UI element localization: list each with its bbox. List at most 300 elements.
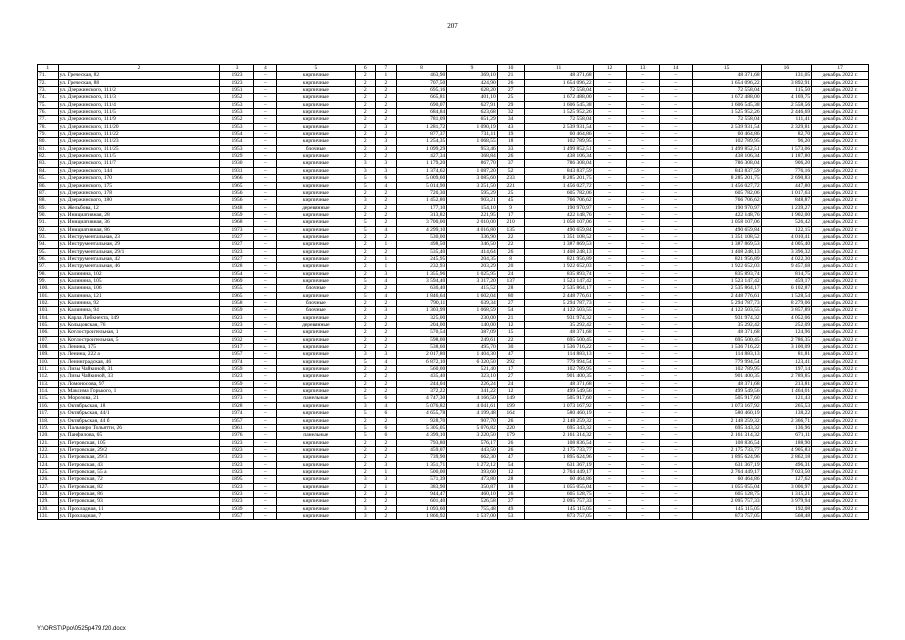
table-cell: 623,68 — [447, 109, 498, 116]
table-cell: 22 — [497, 336, 524, 343]
table-cell: ул. Инструментальная, 29 — [58, 241, 220, 248]
table-cell: декабрь 2022 г. — [812, 322, 869, 329]
table-cell: ул. Котлостроительная, 5 — [58, 336, 220, 343]
table-cell: 3 — [376, 461, 397, 468]
table-cell: – — [626, 358, 659, 365]
table-cell: 1966 — [220, 175, 254, 182]
table-cell: – — [626, 300, 659, 307]
table-cell: – — [593, 358, 626, 365]
table-cell: – — [254, 351, 277, 358]
table-cell: кирпичные — [277, 417, 355, 424]
table-cell: 1 866,92 — [396, 512, 447, 519]
table-cell: – — [593, 292, 626, 299]
table-cell: – — [593, 241, 626, 248]
table-cell: 1932 — [220, 336, 254, 343]
table-cell: декабрь 2022 г. — [812, 94, 869, 101]
table-cell: декабрь 2022 г. — [812, 219, 869, 226]
table-cell: 2 — [355, 79, 376, 86]
table-cell: декабрь 2022 г. — [812, 505, 869, 512]
table-cell: ул. Греческая, 82 — [58, 72, 220, 79]
table-cell: 1 523 147,42 — [692, 277, 761, 284]
table-cell: кирпичные — [277, 131, 355, 138]
table-cell: 793,80 — [396, 439, 447, 446]
table-cell: кирпичные — [277, 498, 355, 505]
table-cell: 2 — [355, 189, 376, 196]
table-cell: – — [659, 380, 692, 387]
table-cell: 93. — [38, 233, 59, 240]
table-cell: 6 — [376, 424, 397, 431]
table-cell: панельные — [277, 432, 355, 439]
table-cell: 1959 — [220, 211, 254, 218]
table-cell: кирпичные — [277, 277, 355, 284]
table-cell: 1 602,04 — [447, 292, 498, 299]
table-cell: ул. Петровская, 105 — [58, 439, 220, 446]
table-cell: 835 893,74 — [692, 270, 761, 277]
table-cell: – — [659, 461, 692, 468]
table-cell: 755,48 — [447, 505, 498, 512]
table-cell: декабрь 2022 г. — [812, 189, 869, 196]
table-cell: 2 764 449,17 — [524, 468, 593, 475]
table-row — [38, 373, 869, 380]
table-row — [38, 241, 869, 248]
table-cell: – — [626, 336, 659, 343]
table-cell: 2 — [355, 211, 376, 218]
table-cell: 102 789,95 — [524, 366, 593, 373]
table-row — [38, 285, 869, 292]
table-cell: – — [626, 490, 659, 497]
table-row — [38, 300, 869, 307]
table-cell: – — [593, 167, 626, 174]
table-cell: 48 371,68 — [524, 72, 593, 79]
table-cell: 1927 — [220, 255, 254, 262]
table-cell: ул. Петровская, 82 — [58, 483, 220, 490]
table-cell: декабрь 2022 г. — [812, 263, 869, 270]
table-cell: 197,14 — [761, 366, 812, 373]
table-cell: ул. Ломоносова, 97 — [58, 380, 220, 387]
table-cell: 2 448 776,61 — [524, 292, 593, 299]
table-cell: 136,96 — [761, 424, 812, 431]
table-cell: 77. — [38, 116, 59, 123]
table-cell: 526,58 — [447, 498, 498, 505]
table-cell: 115,50 — [761, 87, 812, 94]
table-cell: декабрь 2022 г. — [812, 410, 869, 417]
table-cell: 2 — [376, 211, 397, 218]
table-cell: 1954 — [220, 131, 254, 138]
table-cell: 901 400,35 — [524, 373, 593, 380]
table-cell: 2 175 733,77 — [692, 446, 761, 453]
table-cell: 2 — [355, 454, 376, 461]
table-cell: 6 — [376, 175, 397, 182]
table-cell: 1923 — [220, 498, 254, 505]
table-cell: декабрь 2022 г. — [812, 79, 869, 86]
table-cell: 2 — [355, 204, 376, 211]
table-cell: 1 087,20 — [447, 167, 498, 174]
table-cell: 22 — [497, 233, 524, 240]
table-cell: – — [593, 277, 626, 284]
table-cell: – — [626, 307, 659, 314]
table-cell: – — [659, 476, 692, 483]
table-cell: 115. — [38, 395, 59, 402]
table-cell: 2 — [355, 336, 376, 343]
table-cell: 1 — [376, 241, 397, 248]
table-cell: – — [659, 175, 692, 182]
table-cell: 570,54 — [396, 329, 447, 336]
table-cell: 1923 — [220, 468, 254, 475]
table-cell: – — [626, 270, 659, 277]
table-cell: 5 — [355, 292, 376, 299]
table-cell: – — [626, 233, 659, 240]
table-cell: 1 055 055,04 — [692, 483, 761, 490]
table-cell: – — [254, 432, 277, 439]
table-cell: 1 073 167,92 — [524, 402, 593, 409]
table-cell: 690,07 — [396, 101, 447, 108]
table-row — [38, 322, 869, 329]
table-cell: 1 272,12 — [447, 461, 498, 468]
table-cell: – — [659, 322, 692, 329]
table-cell: 662,30 — [447, 454, 498, 461]
table-cell: 1929 — [220, 153, 254, 160]
table-cell: 1 536 716,22 — [524, 344, 593, 351]
table-cell: 1 254,35 — [396, 138, 447, 145]
table-cell: 3 — [376, 160, 397, 167]
table-cell: кирпичные — [277, 270, 355, 277]
table-cell: – — [626, 454, 659, 461]
table-cell: 102 789,95 — [524, 138, 593, 145]
table-cell: кирпичные — [277, 116, 355, 123]
table-cell: 2 446,69 — [761, 109, 812, 116]
table-cell: 90. — [38, 211, 59, 218]
table-cell: – — [626, 373, 659, 380]
table-cell: 154,10 — [447, 204, 498, 211]
table-cell: 1954 — [220, 138, 254, 145]
table-cell: 1923 — [220, 483, 254, 490]
table-cell: – — [593, 123, 626, 130]
table-cell: кирпичные — [277, 182, 355, 189]
table-cell: 2 — [355, 468, 376, 475]
table-cell: 1923 — [220, 439, 254, 446]
table-cell: 867,70 — [447, 160, 498, 167]
column-number: 7 — [376, 65, 397, 72]
table-cell: 387,09 — [447, 329, 498, 336]
table-cell: – — [254, 72, 277, 79]
table-cell: 123. — [38, 454, 59, 461]
table-cell: декабрь 2022 г. — [812, 366, 869, 373]
table-cell: 781,09 — [396, 116, 447, 123]
table-cell: – — [626, 197, 659, 204]
table-row — [38, 94, 869, 101]
table-row — [38, 255, 869, 262]
table-cell: декабрь 2022 г. — [812, 439, 869, 446]
table-cell: 526,42 — [761, 219, 812, 226]
table-cell: 1952 — [220, 94, 254, 101]
table-cell: – — [593, 182, 626, 189]
table-cell: 102 789,95 — [692, 366, 761, 373]
table-cell: 43 — [497, 123, 524, 130]
table-cell: декабрь 2022 г. — [812, 292, 869, 299]
table-cell: – — [626, 505, 659, 512]
table-row — [38, 366, 869, 373]
table-cell: 2 789,85 — [761, 373, 812, 380]
table-cell: 2 — [355, 483, 376, 490]
table-cell: 628,20 — [447, 87, 498, 94]
table-cell: – — [254, 123, 277, 130]
table-cell: 1959 — [220, 380, 254, 387]
table-cell: 490 659,84 — [692, 226, 761, 233]
table-cell: 2 — [355, 490, 376, 497]
table-cell: 1 672 488,00 — [524, 94, 593, 101]
table-cell: 199 — [497, 402, 524, 409]
table-cell: 245,95 — [396, 255, 447, 262]
table-row — [38, 454, 869, 461]
table-cell: 790,11 — [396, 300, 447, 307]
table-cell: ул. Прохладная, 7 — [58, 512, 220, 519]
table-cell: – — [659, 101, 692, 108]
table-cell: 1 055 055,04 — [524, 483, 593, 490]
table-cell: – — [254, 197, 277, 204]
table-cell: кирпичные — [277, 410, 355, 417]
table-cell: 3 — [376, 138, 397, 145]
table-cell: кирпичные — [277, 175, 355, 182]
table-cell: 204,00 — [396, 322, 447, 329]
table-cell: декабрь 2022 г. — [812, 358, 869, 365]
table-cell: декабрь 2022 г. — [812, 395, 869, 402]
table-cell: 72 558,04 — [524, 87, 593, 94]
table-cell: 1928 — [220, 402, 254, 409]
table-cell: 105. — [38, 322, 59, 329]
table-cell: кирпичные — [277, 476, 355, 483]
table-cell: 130. — [38, 505, 59, 512]
table-cell: 2 — [355, 446, 376, 453]
table-cell: 4 — [376, 277, 397, 284]
table-cell: – — [626, 241, 659, 248]
table-cell: 2 — [355, 153, 376, 160]
table-cell: декабрь 2022 г. — [812, 314, 869, 321]
table-cell: – — [659, 138, 692, 145]
table-cell: 1953 — [220, 145, 254, 152]
table-cell: 1930 — [220, 160, 254, 167]
table-cell: – — [254, 410, 277, 417]
table-cell: – — [626, 329, 659, 336]
table-cell: ул. Дзержинского, 175 — [58, 182, 220, 189]
table-cell: 2 095 757,33 — [692, 498, 761, 505]
table-cell: 2 — [376, 512, 397, 519]
table-cell: декабрь 2022 г. — [812, 380, 869, 387]
table-cell: – — [659, 512, 692, 519]
table-cell: 4 016,80 — [447, 226, 498, 233]
table-cell: кирпичные — [277, 263, 355, 270]
table-cell: 1923 — [220, 490, 254, 497]
table-cell: 3 — [376, 167, 397, 174]
table-cell: – — [626, 468, 659, 475]
table-cell: 86. — [38, 182, 59, 189]
table-cell: 131. — [38, 512, 59, 519]
table-cell: 128. — [38, 490, 59, 497]
table-cell: 695 500,45 — [524, 336, 593, 343]
table-cell: 79. — [38, 131, 59, 138]
table-cell: 122. — [38, 446, 59, 453]
table-cell: – — [593, 109, 626, 116]
table-cell: 26 — [497, 490, 524, 497]
table-cell: 2 — [376, 336, 397, 343]
table-cell: ул. Лизы Чайкиной, 33 — [58, 373, 220, 380]
table-cell: – — [659, 116, 692, 123]
table-cell: декабрь 2022 г. — [812, 226, 869, 233]
table-cell: 124. — [38, 461, 59, 468]
table-cell: – — [659, 417, 692, 424]
table-cell: – — [254, 255, 277, 262]
table-cell: 821 956,89 — [524, 255, 593, 262]
table-cell: – — [626, 101, 659, 108]
table-cell: 2 — [376, 380, 397, 387]
table-cell: 2 — [355, 131, 376, 138]
table-cell: – — [593, 490, 626, 497]
table-cell: 137 — [497, 277, 524, 284]
table-cell: 438 106,34 — [524, 153, 593, 160]
column-number: 10 — [497, 65, 524, 72]
table-cell: 2 786,35 — [761, 336, 812, 343]
table-cell: 4 — [376, 182, 397, 189]
table-cell: 164 — [497, 410, 524, 417]
table-cell: 631 367,19 — [692, 461, 761, 468]
table-cell: – — [659, 329, 692, 336]
table-cell: 5 — [355, 277, 376, 284]
table-cell: – — [254, 388, 277, 395]
table-cell: – — [593, 512, 626, 519]
table-cell: панельные — [277, 395, 355, 402]
table-cell: – — [254, 307, 277, 314]
table-cell: кирпичные — [277, 109, 355, 116]
table-cell: 1953 — [220, 101, 254, 108]
table-row — [38, 270, 869, 277]
table-cell: 5 — [355, 175, 376, 182]
table-cell: 107. — [38, 336, 59, 343]
table-cell: 8 285 201,75 — [524, 175, 593, 182]
table-cell: 27 — [497, 87, 524, 94]
table-cell: – — [626, 446, 659, 453]
table-cell: 60 464,86 — [692, 476, 761, 483]
table-cell: 26 — [497, 446, 524, 453]
table-cell: 695 343,32 — [692, 424, 761, 431]
table-cell: 73. — [38, 87, 59, 94]
table-row — [38, 277, 869, 284]
table-cell: 5 009,60 — [396, 175, 447, 182]
table-row — [38, 424, 869, 431]
table-cell: 665,81 — [396, 94, 447, 101]
table-cell: 1927 — [220, 241, 254, 248]
column-number: 17 — [812, 65, 869, 72]
table-cell: декабрь 2022 г. — [812, 167, 869, 174]
table-cell: 1 528,54 — [761, 292, 812, 299]
table-cell: 695 343,32 — [524, 424, 593, 431]
table-cell: – — [254, 424, 277, 431]
table-cell: 2 690,83 — [761, 175, 812, 182]
table-cell: – — [626, 388, 659, 395]
table-cell: 192,08 — [761, 505, 812, 512]
table-cell: ул. Калинина, 102 — [58, 270, 220, 277]
table-cell: – — [593, 322, 626, 329]
table-cell: кирпичные — [277, 255, 355, 262]
table-cell: 25 — [497, 189, 524, 196]
table-cell: – — [254, 380, 277, 387]
table-cell: 630,40 — [396, 285, 447, 292]
table-cell: 4 005,40 — [761, 241, 812, 248]
table-cell: – — [659, 366, 692, 373]
table-cell: 2 — [355, 388, 376, 395]
table-cell: – — [593, 72, 626, 79]
table-cell: 6 — [376, 395, 397, 402]
table-cell: 2 — [376, 204, 397, 211]
table-cell: – — [254, 300, 277, 307]
table-cell: 96,20 — [761, 138, 812, 145]
table-cell: 3 — [376, 270, 397, 277]
table-cell: декабрь 2022 г. — [812, 490, 869, 497]
table-cell: – — [254, 439, 277, 446]
table-cell: ул. Октябрьская, 44 б — [58, 417, 220, 424]
column-number: 8 — [396, 65, 447, 72]
table-cell: 2 095 757,33 — [524, 498, 593, 505]
table-cell: 22 — [497, 241, 524, 248]
table-cell: 928,70 — [396, 417, 447, 424]
table-cell: 122,15 — [761, 226, 812, 233]
table-row — [38, 388, 869, 395]
table-cell: 1 606 545,38 — [692, 101, 761, 108]
table-cell: 383,90 — [396, 483, 447, 490]
table-cell: 907,70 — [447, 417, 498, 424]
table-cell: – — [659, 424, 692, 431]
table-cell: 1 573,06 — [761, 145, 812, 152]
table-cell: – — [659, 358, 692, 365]
table-cell: 1 922 652,03 — [692, 263, 761, 270]
table-cell: 221 — [497, 182, 524, 189]
table-cell: 605 128,75 — [692, 490, 761, 497]
table-cell: – — [254, 182, 277, 189]
table-cell: 4 399,10 — [396, 432, 447, 439]
table-cell: – — [659, 454, 692, 461]
table-cell: 114. — [38, 388, 59, 395]
table-cell: – — [593, 145, 626, 152]
table-cell: – — [254, 454, 277, 461]
table-cell: – — [593, 446, 626, 453]
table-cell: декабрь 2022 г. — [812, 160, 869, 167]
table-cell: кирпичные — [277, 329, 355, 336]
table-cell: 2 — [355, 248, 376, 255]
table-cell: 5 294 787,73 — [692, 300, 761, 307]
table-cell: 2 329,81 — [761, 123, 812, 130]
table-row — [38, 204, 869, 211]
table-cell: 2 — [355, 322, 376, 329]
table-cell: 47 — [497, 351, 524, 358]
table-cell: 145 115,05 — [692, 505, 761, 512]
table-cell: кирпичные — [277, 424, 355, 431]
table-cell: – — [659, 285, 692, 292]
table-cell: 15 — [497, 329, 524, 336]
table-cell: 2 — [355, 329, 376, 336]
table-cell: 21 — [497, 314, 524, 321]
table-cell: 1956 — [220, 189, 254, 196]
table-cell: 4 169,75 — [761, 94, 812, 101]
column-number: 9 — [447, 65, 498, 72]
table-cell: – — [254, 153, 277, 160]
table-cell: ул. Дзержинского, 178 — [58, 189, 220, 196]
table-cell: 835 893,74 — [524, 270, 593, 277]
table-cell: – — [659, 446, 692, 453]
table-cell: 2 — [376, 219, 397, 226]
table-cell: – — [593, 417, 626, 424]
table-cell: 1 499 852,51 — [692, 145, 761, 152]
table-cell: 346,50 — [447, 241, 498, 248]
table-cell: 877,37 — [396, 131, 447, 138]
table-cell: 401,10 — [447, 94, 498, 101]
